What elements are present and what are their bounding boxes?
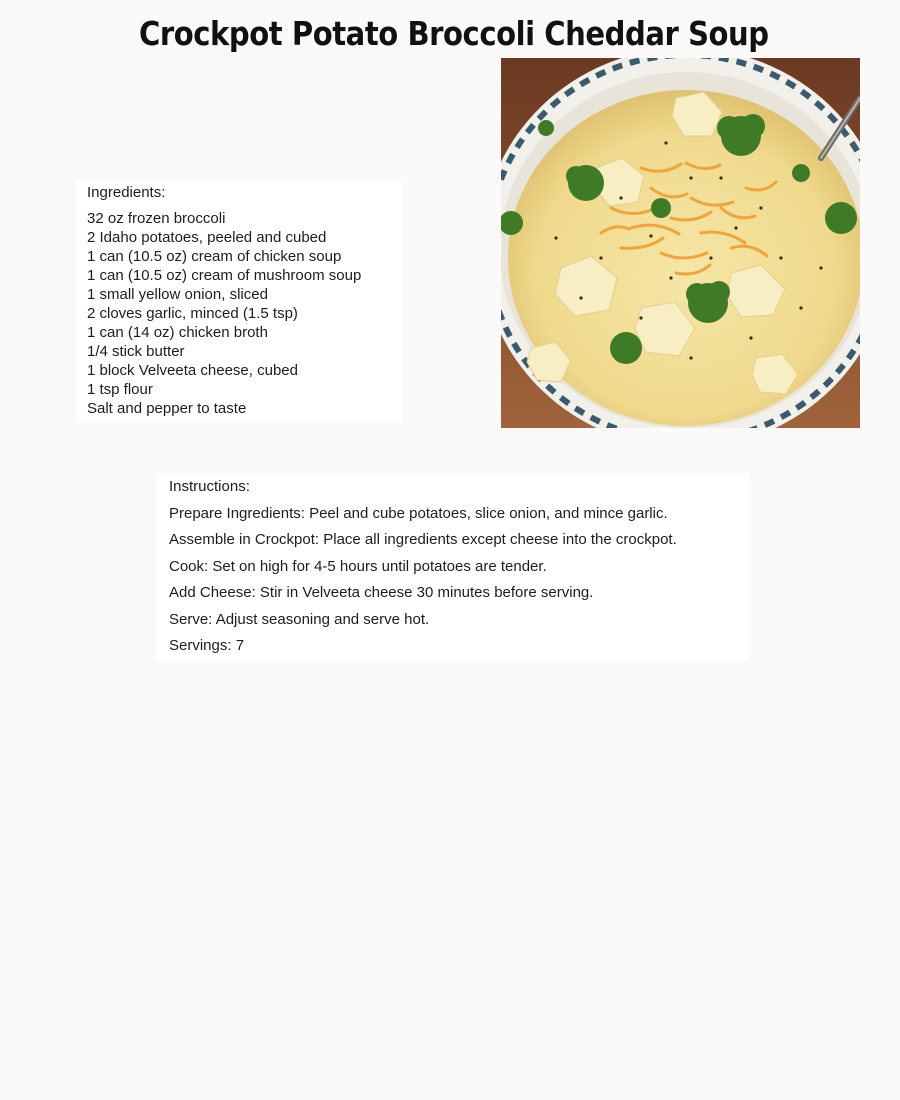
- ingredient-item: 2 Idaho potatoes, peeled and cubed: [87, 229, 327, 246]
- instruction-step: Serve: Adjust seasoning and serve hot.: [169, 610, 430, 628]
- ingredient-item: 1 tsp flour: [87, 381, 153, 398]
- instruction-step: Assemble in Crockpot: Place all ingredients except cheese into the crockpot.: [169, 531, 677, 548]
- ingredients-heading: Ingredients:: [87, 184, 166, 201]
- ingredient-item: 1 can (14 oz) chicken broth: [87, 324, 268, 341]
- soup-photo: [501, 58, 860, 428]
- instruction-step: Prepare Ingredients: Peel and cube potatoes, slice onion, and mince garlic.: [169, 504, 668, 522]
- ingredient-item: Salt and pepper to taste: [87, 400, 247, 417]
- soup-bowl-illustration: [501, 58, 860, 428]
- ingredient-item: 1 small yellow onion, sliced: [87, 286, 268, 303]
- page-title: Crockpot Potato Broccoli Cheddar Soup: [139, 14, 769, 53]
- instruction-step: Cook: Set on high for 4-5 hours until potatoes are tender.: [169, 557, 547, 575]
- ingredient-item: 1 block Velveeta cheese, cubed: [87, 362, 298, 379]
- ingredient-item: 1/4 stick butter: [87, 343, 185, 360]
- ingredient-item: 32 oz frozen broccoli: [87, 210, 226, 227]
- ingredient-item: 2 cloves garlic, minced (1.5 tsp): [87, 305, 298, 322]
- instruction-step: Add Cheese: Stir in Velveeta cheese 30 minutes before serving.: [169, 584, 594, 601]
- ingredient-item: 1 can (10.5 oz) cream of mushroom soup: [87, 267, 362, 284]
- ingredient-item: 1 can (10.5 oz) cream of chicken soup: [87, 248, 342, 265]
- servings-text: Servings: 7: [169, 637, 245, 654]
- instructions-list: [169, 504, 736, 629]
- ingredients-card: [76, 180, 401, 423]
- instructions-card: [156, 473, 749, 661]
- ingredients-list: [87, 209, 390, 418]
- instructions-heading: Instructions:: [169, 478, 250, 495]
